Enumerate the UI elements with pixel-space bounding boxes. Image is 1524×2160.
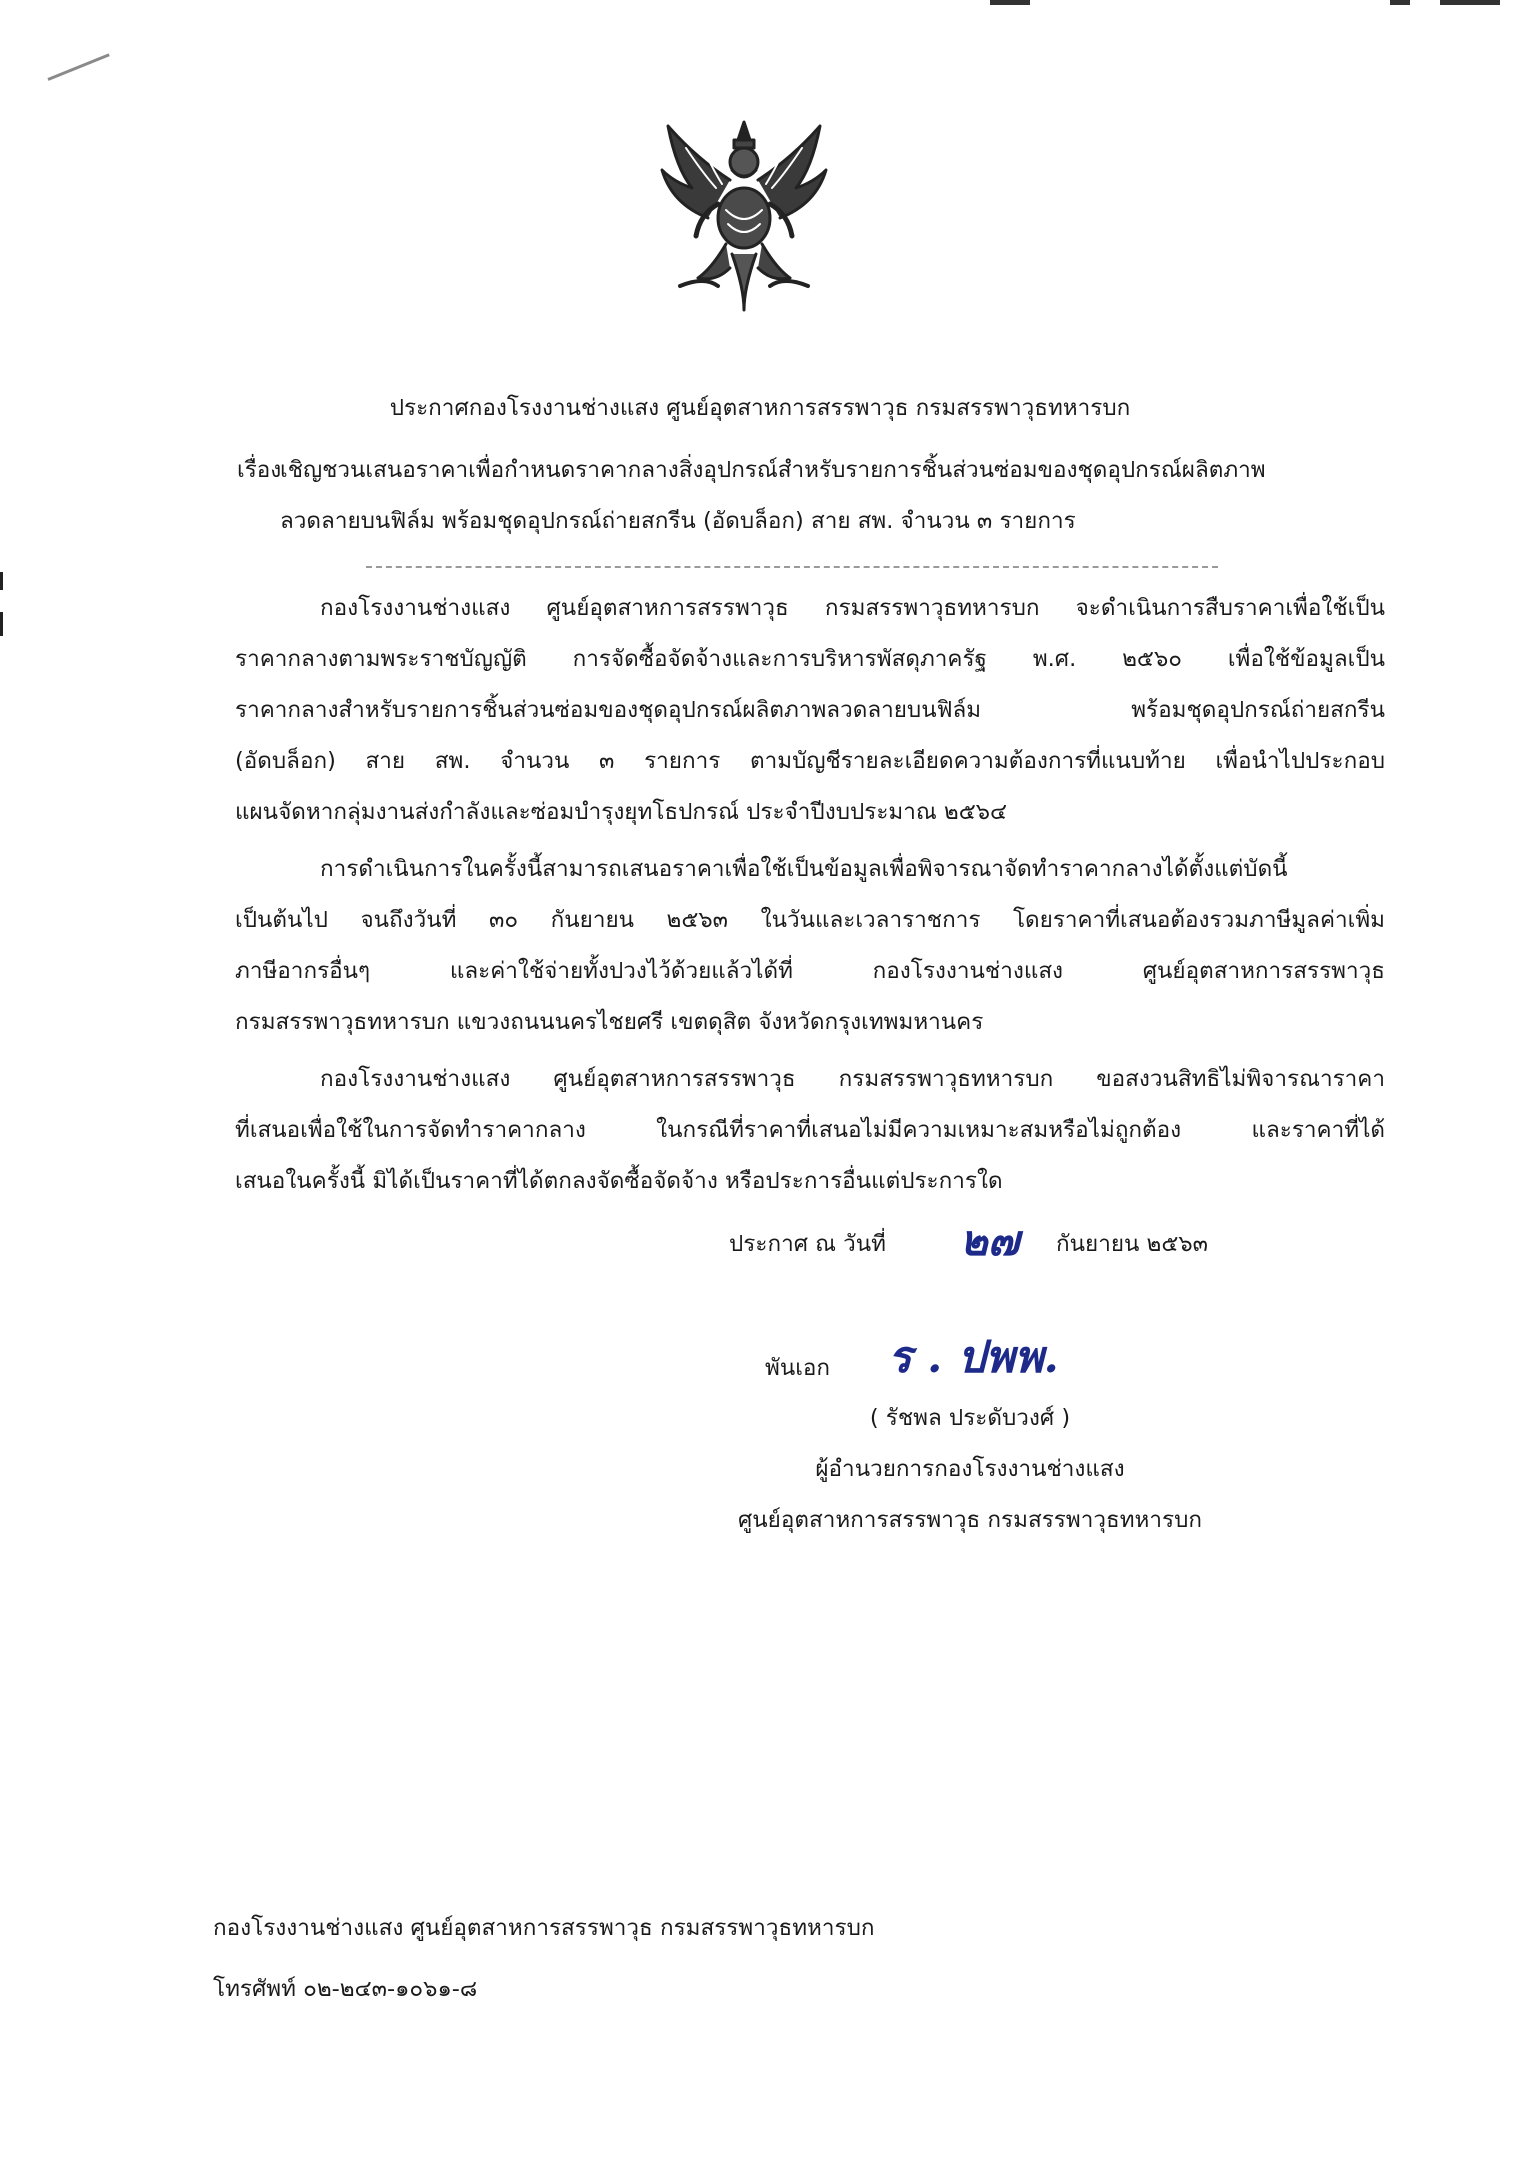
scan-pencil-mark	[47, 53, 109, 81]
paragraph-line: เสนอในครั้งนี้ มิได้เป็นราคาที่ได้ตกลงจัดซื้อจัดจ้าง หรือประการอื่นแต่ประการใด	[235, 1168, 1003, 1194]
scan-edge-mark	[0, 572, 3, 590]
paragraph-line: แผนจัดหากลุ่มงานส่งกำลังและซ่อมบำรุงยุทโธปกรณ์ ประจำปีงบประมาณ ๒๕๖๔	[235, 799, 1008, 825]
announcement-title: ประกาศกองโรงงานช่างแสง ศูนย์อุตสาหการสรรพาวุธ กรมสรรพาวุธทหารบก	[389, 395, 1131, 421]
footer-organization: กองโรงงานช่างแสง ศูนย์อุตสาหการสรรพาวุธ กรมสรรพาวุธทหารบก	[213, 1915, 875, 1941]
paragraph-line: กองโรงงานช่างแสง ศูนย์อุตสาหการสรรพาวุธ กรมสรรพาวุธทหารบก จะดำเนินการสืบราคาเพื่อใช้เป็น	[320, 595, 1385, 621]
scan-edge-mark	[0, 612, 3, 636]
date-label: ประกาศ ณ วันที่	[729, 1231, 887, 1257]
handwritten-signature: ร . ปพพ.	[888, 1332, 1059, 1383]
paragraph-line: กรมสรรพาวุธทหารบก แขวงถนนนครไชยศรี เขตดุสิต จังหวัดกรุงเทพมหานคร	[235, 1009, 984, 1035]
paragraph-line: ที่เสนอเพื่อใช้ในการจัดทำราคากลาง ในกรณีที่ราคาที่เสนอไม่มีความเหมาะสมหรือไม่ถูกต้อง และราคาที่ได้	[235, 1117, 1385, 1143]
signatory-organization: ศูนย์อุตสาหการสรรพาวุธ กรมสรรพาวุธทหารบก	[738, 1507, 1202, 1533]
signatory-name: ( รัชพล ประดับวงศ์ )	[869, 1405, 1071, 1431]
handwritten-day: ๒๗	[960, 1216, 1020, 1265]
paragraph-line: (อัดบล็อก) สาย สพ. จำนวน ๓ รายการ ตามบัญชีรายละเอียดความต้องการที่แนบท้าย เพื่อนำไปประกอบ	[235, 748, 1385, 774]
subject-label: เรื่อง	[237, 457, 282, 483]
subject-line-2: ลวดลายบนฟิล์ม พร้อมชุดอุปกรณ์ถ่ายสกรีน (อัดบล็อก) สาย สพ. จำนวน ๓ รายการ	[280, 508, 1076, 534]
scan-edge-mark	[990, 0, 1030, 5]
paragraph-line: ภาษีอากรอื่นๆ และค่าใช้จ่ายทั้งปวงไว้ด้วยแล้วได้ที่ กองโรงงานช่างแสง ศูนย์อุตสาหการสรรพาวุธ	[235, 958, 1385, 984]
date-month-year: กันยายน ๒๕๖๓	[1056, 1231, 1209, 1257]
paragraph-line: ราคากลางสำหรับรายการชิ้นส่วนซ่อมของชุดอุปกรณ์ผลิตภาพลวดลายบนฟิล์ม พร้อมชุดอุปกรณ์ถ่ายสกรีน	[235, 697, 1385, 723]
subject-line-1: เชิญชวนเสนอราคาเพื่อกำหนดราคากลางสิ่งอุปกรณ์สำหรับรายการชิ้นส่วนซ่อมของชุดอุปกรณ์ผลิตภาพ	[280, 457, 1266, 483]
paragraph-line: การดำเนินการในครั้งนี้สามารถเสนอราคาเพื่อใช้เป็นข้อมูลเพื่อพิจารณาจัดทำราคากลางได้ตั้งแต่บัดนี้	[320, 856, 1288, 882]
paragraph-line: กองโรงงานช่างแสง ศูนย์อุตสาหการสรรพาวุธ กรมสรรพาวุธทหารบก ขอสงวนสิทธิไม่พิจารณาราคา	[320, 1066, 1385, 1092]
paragraph-line: เป็นต้นไป จนถึงวันที่ ๓๐ กันยายน ๒๕๖๓ ในวันและเวลาราชการ โดยราคาที่เสนอต้องรวมภาษีมูลค่าเพิ่ม	[235, 907, 1385, 933]
signatory-rank: พันเอก	[765, 1355, 831, 1381]
scan-edge-mark	[1440, 0, 1500, 5]
garuda-emblem-icon	[656, 118, 832, 314]
signatory-title: ผู้อำนวยการกองโรงงานช่างแสง	[815, 1456, 1125, 1482]
dashed-divider	[366, 566, 1218, 568]
footer-phone: โทรศัพท์ ๐๒-๒๔๓-๑๐๖๑-๘	[213, 1976, 478, 2002]
paragraph-line: ราคากลางตามพระราชบัญญัติ การจัดซื้อจัดจ้างและการบริหารพัสดุภาครัฐ พ.ศ. ๒๕๖๐ เพื่อใช้ข้อมูลเป็น	[235, 646, 1385, 672]
scan-edge-mark	[1390, 0, 1410, 5]
